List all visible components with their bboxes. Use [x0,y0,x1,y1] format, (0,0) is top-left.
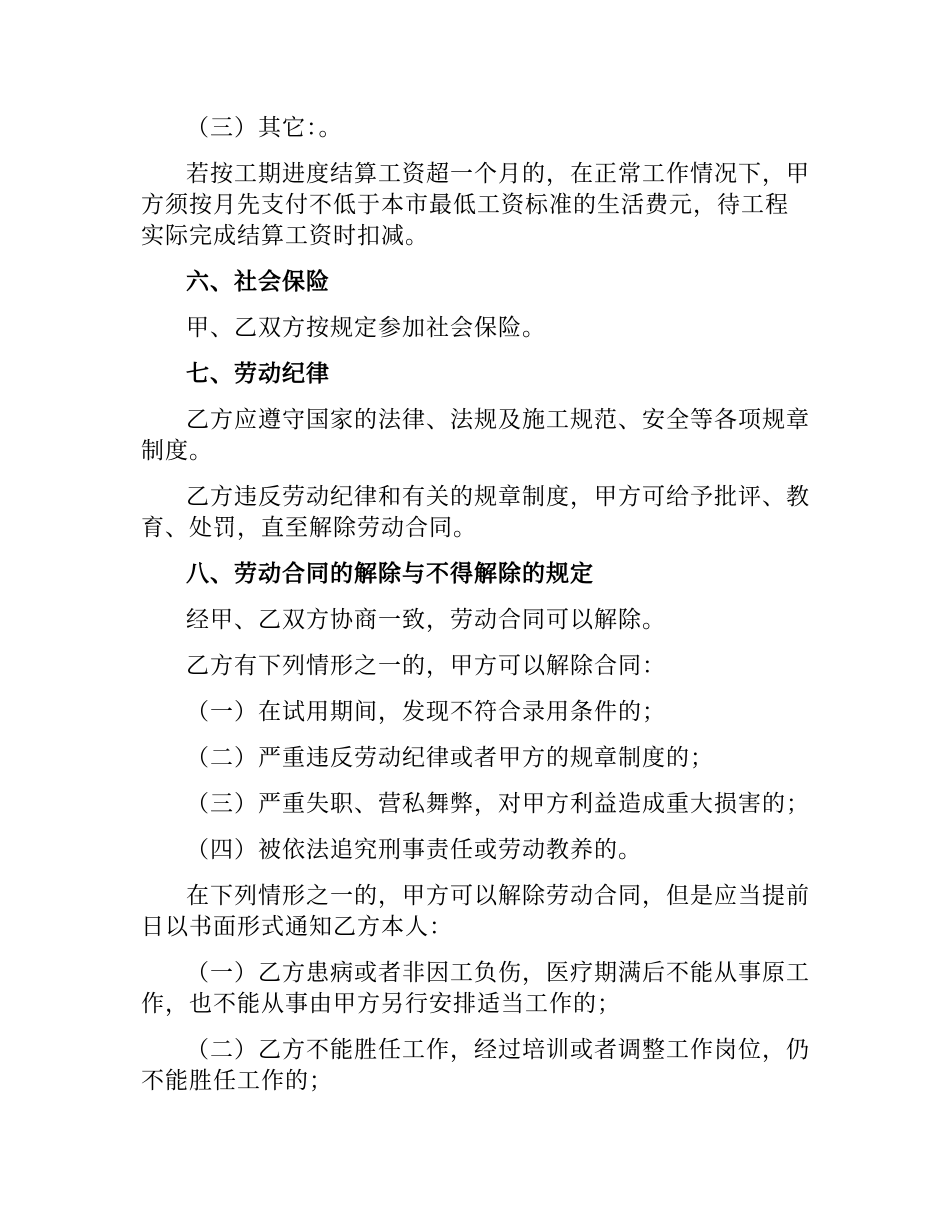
list-item-illness-injury: （一）乙方患病或者非因工负伤，医疗期满后不能从事原工作，也不能从事由甲方另行安排适当工作的； [141,960,810,1017]
list-item-dereliction: （三）严重失职、营私舞弊，对甲方利益造成重大损害的； [186,791,810,817]
heading-labor-discipline: 七、劳动纪律 [186,361,330,387]
list-item-serious-violation: （二）严重违反劳动纪律或者甲方的规章制度的； [186,745,714,771]
paragraph-wage-settlement: 若按工期进度结算工资超一个月的，在正常工作情况下，甲方须按月先支付不低于本市最低工资标准的生活费元，待工程实际完成结算工资时扣减。 [141,161,810,249]
paragraph-obey-laws: 乙方应遵守国家的法律、法规及施工规范、安全等各项规章制度。 [141,407,810,464]
paragraph-mutual-agreement: 经甲、乙双方协商一致，劳动合同可以解除。 [186,607,666,633]
paragraph-notice-termination: 在下列情形之一的，甲方可以解除劳动合同，但是应当提前日以书面形式通知乙方本人： [141,883,810,940]
paragraph-violation-discipline: 乙方违反劳动纪律和有关的规章制度，甲方可给予批评、教育、处罚，直至解除劳动合同。 [141,484,810,541]
list-item-incompetence: （二）乙方不能胜任工作，经过培训或者调整工作岗位，仍不能胜任工作的； [141,1037,810,1094]
heading-social-insurance: 六、社会保险 [186,269,330,295]
paragraph-termination-cases: 乙方有下列情形之一的，甲方可以解除合同： [186,653,666,679]
list-item-probation: （一）在试用期间，发现不符合录用条件的； [186,699,666,725]
paragraph-social-insurance: 甲、乙双方按规定参加社会保险。 [186,315,546,341]
list-item-criminal-liability: （四）被依法追究刑事责任或劳动教养的。 [186,837,642,863]
heading-contract-termination: 八、劳动合同的解除与不得解除的规定 [186,561,594,587]
paragraph-other: （三）其它：。 [186,115,343,141]
